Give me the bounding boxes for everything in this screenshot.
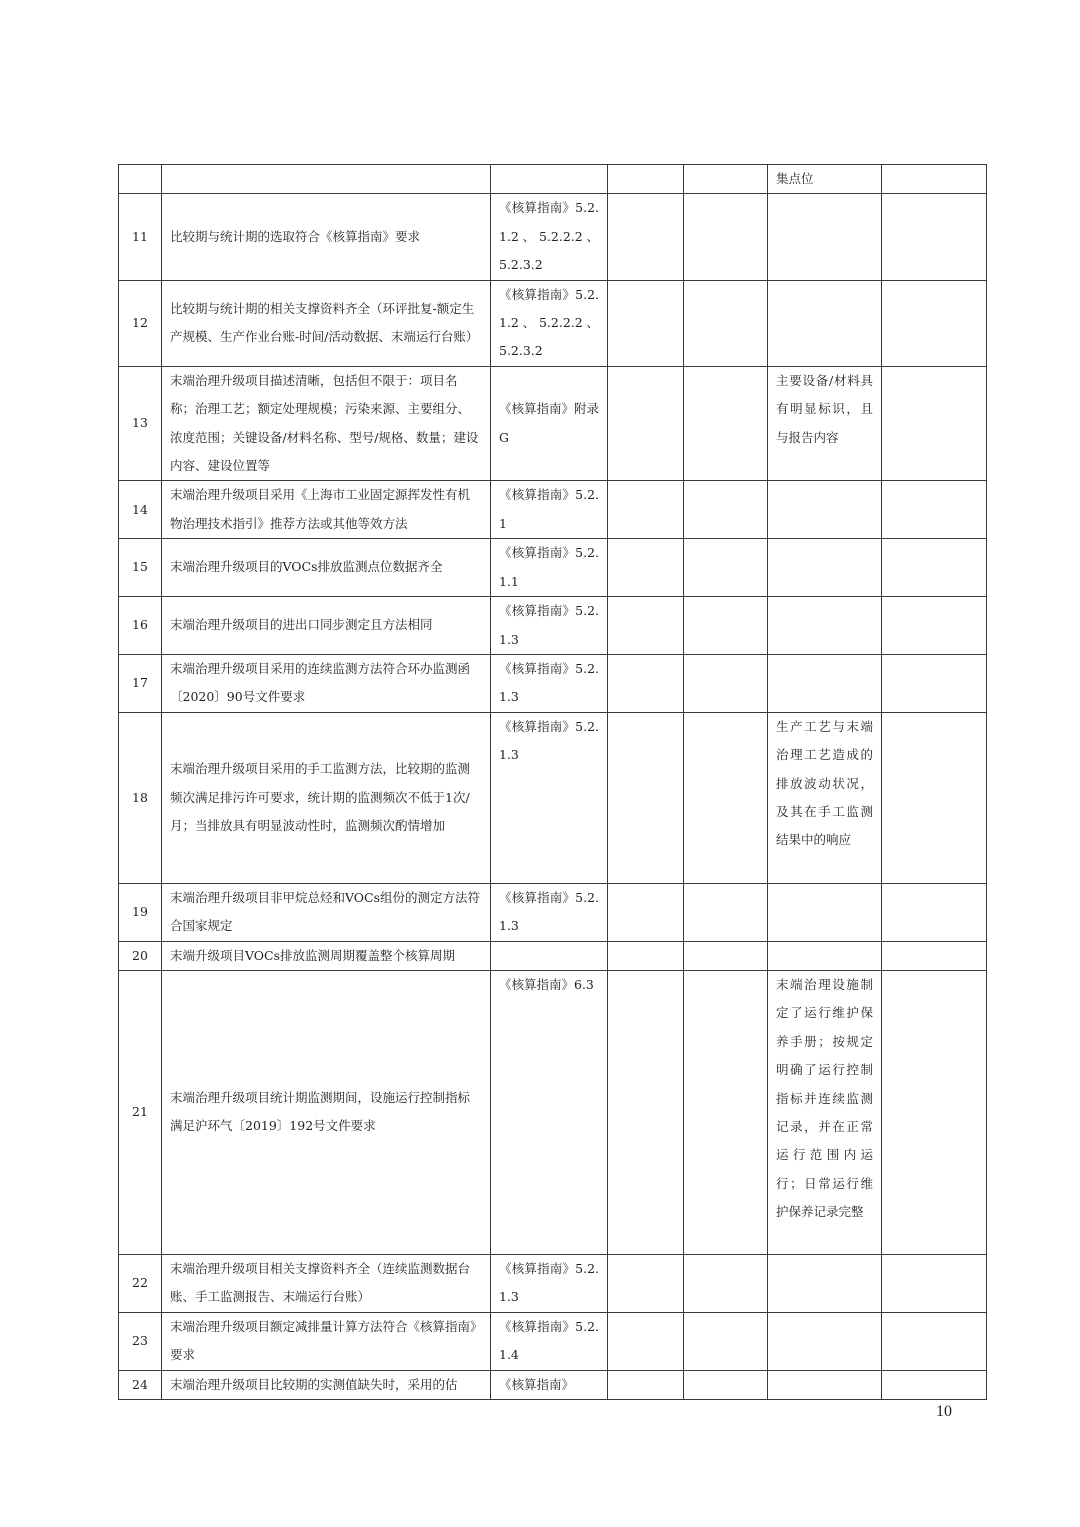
blank-cell [684,597,768,655]
table-row [119,1312,987,1370]
reference-cell [491,165,608,194]
row-number-cell: 14 [119,481,162,539]
row-number-cell: 18 [119,712,162,883]
blank-cell [608,941,684,970]
remark-cell [768,654,882,712]
check-item-cell: 末端治理升级项目的VOCs排放监测点位数据齐全 [162,539,491,597]
reference-cell: 《核算指南》5.2.1.2、5.2.2.2、5.2.3.2 [491,280,608,366]
remark-cell [768,539,882,597]
blank-cell [882,165,987,194]
check-item-cell: 末端治理升级项目的进出口同步测定且方法相同 [162,597,491,655]
table-row [119,597,987,655]
blank-cell [882,280,987,366]
row-number-cell: 22 [119,1254,162,1312]
table-row [119,654,987,712]
blank-cell [684,941,768,970]
reference-cell: 《核算指南》5.2.1.1 [491,539,608,597]
blank-cell [608,366,684,481]
check-item-cell: 末端治理升级项目额定减排量计算方法符合《核算指南》要求 [162,1312,491,1370]
row-number-cell: 17 [119,654,162,712]
row-number-cell: 20 [119,941,162,970]
blank-cell [684,1312,768,1370]
row-number-cell: 16 [119,597,162,655]
row-number-cell: 23 [119,1312,162,1370]
blank-cell [608,481,684,539]
reference-cell: 《核算指南》5.2.1.3 [491,883,608,941]
check-item-cell [162,165,491,194]
row-number-cell: 21 [119,970,162,1254]
remark-cell [768,1370,882,1399]
check-item-cell: 末端治理升级项目采用《上海市工业固定源挥发性有机物治理技术指引》推荐方法或其他等效方法 [162,481,491,539]
blank-cell [608,1312,684,1370]
table-row [119,941,987,970]
table-row [119,280,987,366]
checklist-table [118,164,987,1400]
blank-cell [882,941,987,970]
table-row [119,883,987,941]
remark-cell [768,194,882,280]
blank-cell [882,1370,987,1399]
remark-cell [768,280,882,366]
reference-cell: 《核算指南》附录G [491,366,608,481]
blank-cell [684,1254,768,1312]
blank-cell [882,883,987,941]
blank-cell [608,597,684,655]
row-number-cell [119,165,162,194]
remark-cell [768,1254,882,1312]
blank-cell [608,883,684,941]
blank-cell [608,970,684,1254]
table-row [119,165,987,194]
reference-cell: 《核算指南》5.2.1 [491,481,608,539]
remark-cell [768,481,882,539]
page-number: 10 [936,1403,952,1420]
row-number-cell: 11 [119,194,162,280]
check-item-cell: 末端升级项目VOCs排放监测周期覆盖整个核算周期 [162,941,491,970]
blank-cell [608,654,684,712]
blank-cell [882,712,987,883]
row-number-cell: 12 [119,280,162,366]
check-item-cell: 比较期与统计期的相关支撑资料齐全（环评批复-额定生产规模、生产作业台账-时间/活动数据、末端运行台账） [162,280,491,366]
table-row [119,194,987,280]
blank-cell [882,194,987,280]
check-item-cell: 末端治理升级项目比较期的实测值缺失时，采用的估 [162,1370,491,1399]
check-item-cell: 比较期与统计期的选取符合《核算指南》要求 [162,194,491,280]
reference-cell: 《核算指南》 [491,1370,608,1399]
table-row [119,712,987,883]
blank-cell [608,712,684,883]
blank-cell [882,1254,987,1312]
blank-cell [684,481,768,539]
blank-cell [684,970,768,1254]
table-row [119,481,987,539]
blank-cell [882,366,987,481]
reference-cell: 《核算指南》5.2.1.3 [491,654,608,712]
blank-cell [882,539,987,597]
blank-cell [608,280,684,366]
reference-cell: 《核算指南》5.2.1.3 [491,1254,608,1312]
remark-cell: 集点位 [768,165,882,194]
remark-cell: 末端治理设施制定了运行维护保养手册；按规定明确了运行控制指标并连续监测记录，并在正常运行范围内运行；日常运行维护保养记录完整 [768,970,882,1254]
blank-cell [684,194,768,280]
remark-cell: 主要设备/材料具有明显标识，且与报告内容 [768,366,882,481]
blank-cell [684,165,768,194]
blank-cell [608,165,684,194]
blank-cell [684,712,768,883]
blank-cell [684,539,768,597]
row-number-cell: 19 [119,883,162,941]
remark-cell [768,1312,882,1370]
remark-cell [768,883,882,941]
blank-cell [882,481,987,539]
check-item-cell: 末端治理升级项目采用的连续监测方法符合环办监测函〔2020〕90号文件要求 [162,654,491,712]
table-row [119,1370,987,1399]
blank-cell [882,654,987,712]
table-row [119,970,987,1254]
blank-cell [882,970,987,1254]
blank-cell [608,539,684,597]
reference-cell: 《核算指南》5.2.1.4 [491,1312,608,1370]
table-row [119,366,987,481]
reference-cell: 《核算指南》5.2.1.2、5.2.2.2、5.2.3.2 [491,194,608,280]
table-row [119,539,987,597]
blank-cell [882,597,987,655]
row-number-cell: 13 [119,366,162,481]
blank-cell [608,1370,684,1399]
reference-cell [491,941,608,970]
blank-cell [684,1370,768,1399]
blank-cell [684,280,768,366]
blank-cell [882,1312,987,1370]
reference-cell: 《核算指南》5.2.1.3 [491,597,608,655]
check-item-cell: 末端治理升级项目相关支撑资料齐全（连续监测数据台账、手工监测报告、末端运行台账） [162,1254,491,1312]
check-item-cell: 末端治理升级项目采用的手工监测方法，比较期的监测频次满足排污许可要求，统计期的监测频次不低于1次/月；当排放具有明显波动性时，监测频次酌情增加 [162,712,491,883]
check-item-cell: 末端治理升级项目非甲烷总烃和VOCs组份的测定方法符合国家规定 [162,883,491,941]
remark-cell: 生产工艺与末端治理工艺造成的排放波动状况，及其在手工监测结果中的响应 [768,712,882,883]
reference-cell: 《核算指南》5.2.1.3 [491,712,608,883]
blank-cell [684,654,768,712]
blank-cell [684,366,768,481]
row-number-cell: 24 [119,1370,162,1399]
table-row [119,1254,987,1312]
remark-cell [768,597,882,655]
blank-cell [608,194,684,280]
check-item-cell: 末端治理升级项目统计期监测期间，设施运行控制指标满足沪环气〔2019〕192号文件要求 [162,970,491,1254]
reference-cell: 《核算指南》6.3 [491,970,608,1254]
blank-cell [608,1254,684,1312]
row-number-cell: 15 [119,539,162,597]
remark-cell [768,941,882,970]
check-item-cell: 末端治理升级项目描述清晰，包括但不限于：项目名称；治理工艺；额定处理规模；污染来源、主要组分、浓度范围；关键设备/材料名称、型号/规格、数量；建设内容、建设位置等 [162,366,491,481]
blank-cell [684,883,768,941]
